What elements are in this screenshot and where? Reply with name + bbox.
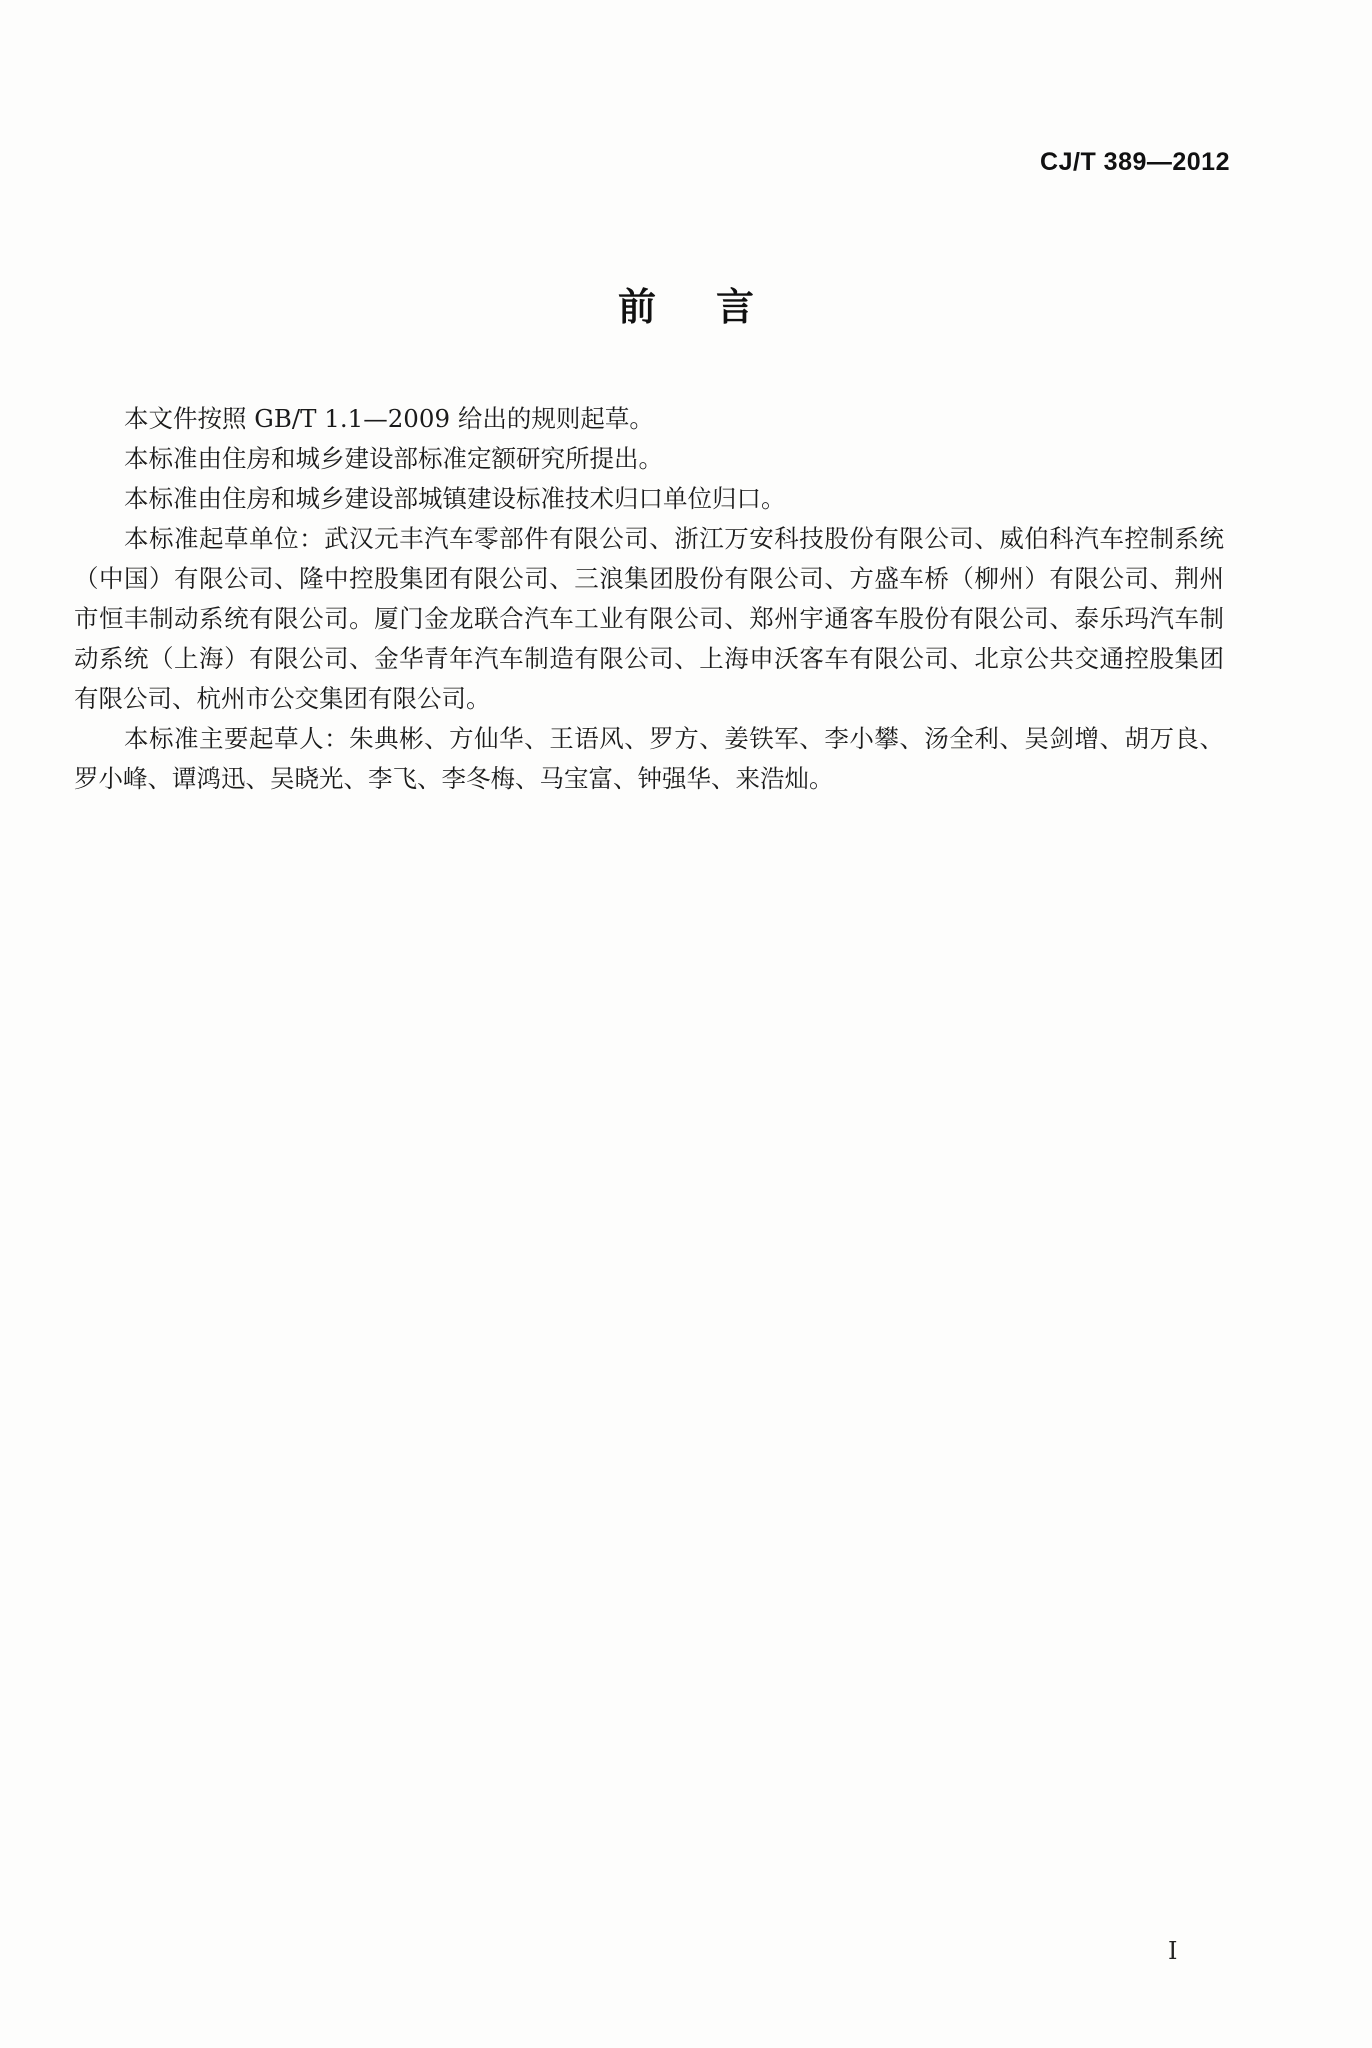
- paragraph-drafting-rules: 本文件按照 GB/T 1.1—2009 给出的规则起草。: [124, 404, 654, 433]
- paragraph-drafting-units: 本标准起草单位：武汉元丰汽车零部件有限公司、浙江万安科技股份有限公司、威伯科汽车控制系统（中国）有限公司、隆中控股集团有限公司、三浪集团股份有限公司、方盛车桥（柳州）有限公司、荆州市恒丰制动系统有限公司。厦门金龙联合汽车工业有限公司、郑州宇通客车股份有限公司、泰乐玛汽车制动系统（上海）有限公司、金华青年汽车制造有限公司、上海申沃客车有限公司、北京公共交通控股集团有限公司、杭州市公交集团有限公司。: [74, 524, 1224, 713]
- page-title: 前言: [617, 285, 814, 329]
- document-body: [74, 399, 1224, 799]
- document-code: CJ/T 389—2012: [1040, 148, 1230, 176]
- paragraph-drafters: 本标准主要起草人：朱典彬、方仙华、王语风、罗方、姜铁军、李小攀、汤全利、吴剑增、胡万良、罗小峰、谭鸿迅、吴晓光、李飞、李冬梅、马宝富、钟强华、来浩灿。: [74, 724, 1224, 793]
- paragraph-proposed-by: 本标准由住房和城乡建设部标准定额研究所提出。: [124, 444, 663, 473]
- paragraph-managed-by: 本标准由住房和城乡建设部城镇建设标准技术归口单位归口。: [124, 484, 786, 513]
- page-number: I: [1168, 1937, 1178, 1965]
